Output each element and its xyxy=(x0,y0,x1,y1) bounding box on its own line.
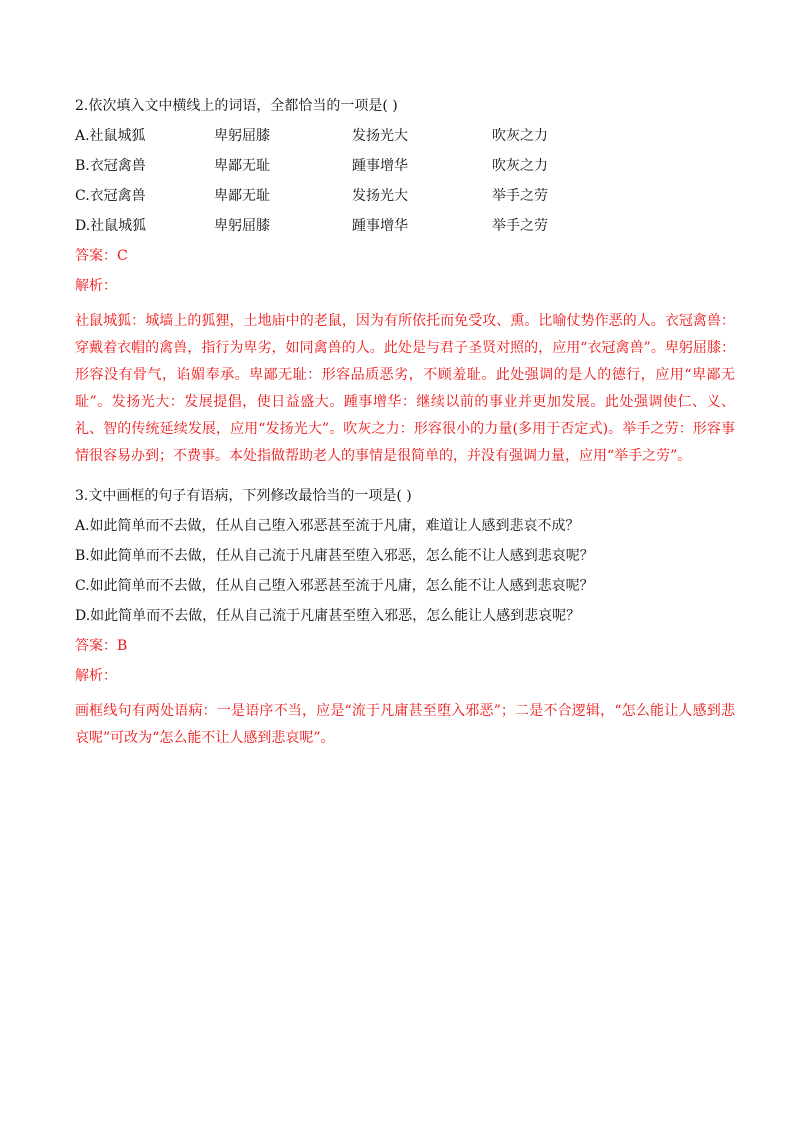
option-b-word-4: 吹灰之力 xyxy=(492,158,548,174)
question-2-stem: 2.依次填入文中横线上的词语，全都恰当的一项是( ) xyxy=(75,98,398,114)
option-a-word-4: 吹灰之力 xyxy=(492,128,548,144)
option-d-word-1: D.社鼠城狐 xyxy=(75,218,147,234)
question-3-analysis: 画框线句有两处语病：一是语序不当，应是“流于凡庸甚至堕入邪恶”；二是不合逻辑，“怎么能让人感到悲哀呢”可改为“怎么能不让人感到悲哀呢”。 xyxy=(75,703,735,746)
option-d-word-3: 踵事增华 xyxy=(352,218,408,234)
option-d-word-2: 卑躬屈膝 xyxy=(214,218,270,234)
option-a-word-2: 卑躬屈膝 xyxy=(214,128,270,144)
question-3-answer: 答案：B xyxy=(75,638,128,654)
question-3-option-b: B.如此简单而不去做，任从自己流于凡庸甚至堕入邪恶，怎么能不让人感到悲哀呢？ xyxy=(75,548,594,564)
option-a-word-1: A.社鼠城狐 xyxy=(75,128,146,144)
option-b-word-1: B.衣冠禽兽 xyxy=(75,158,146,174)
option-a-word-3: 发扬光大 xyxy=(352,128,408,144)
question-3-option-d: D.如此简单而不去做，任从自己流于凡庸甚至堕入邪恶，怎么能让人感到悲哀呢？ xyxy=(75,608,581,624)
option-b-word-3: 踵事增华 xyxy=(352,158,408,174)
question-3-analysis-label: 解析： xyxy=(75,668,117,684)
option-b-word-2: 卑鄙无耻 xyxy=(214,158,270,174)
question-3-option-a: A.如此简单而不去做，任从自己堕入邪恶甚至流于凡庸，难道让人感到悲哀不成？ xyxy=(75,518,580,534)
question-3-stem: 3.文中画框的句子有语病，下列修改最恰当的一项是( ) xyxy=(75,488,412,504)
option-c-word-1: C.衣冠禽兽 xyxy=(75,188,146,204)
option-d-word-4: 举手之劳 xyxy=(492,218,548,234)
question-2-answer: 答案：C xyxy=(75,248,128,264)
question-3-option-c: C.如此简单而不去做，任从自己堕入邪恶甚至流于凡庸，怎么能不让人感到悲哀呢？ xyxy=(75,578,594,594)
option-c-word-2: 卑鄙无耻 xyxy=(214,188,270,204)
option-c-word-4: 举手之劳 xyxy=(492,188,548,204)
question-2-option-a xyxy=(75,126,735,146)
question-2-analysis-label: 解析： xyxy=(75,278,117,294)
question-2-option-b xyxy=(75,156,735,176)
question-2-option-d xyxy=(75,216,735,236)
question-2-analysis: 社鼠城狐：城墙上的狐狸，土地庙中的老鼠，因为有所依托而免受攻、熏。比喻仗势作恶的人。衣冠禽兽：穿戴着衣帽的禽兽，指行为卑劣，如同禽兽的人。此处是与君子圣贤对照的，应用“衣冠禽兽”。卑躬屈膝：形容没有骨气，谄媚奉承。卑鄙无耻：形容品质恶劣，不顾羞耻。此处强调的是人的德行，应用“卑鄙无耻”。发扬光大：发展提倡，使日益盛大。踵事增华：继续以前的事业并更加发展。此处强调使仁、义、礼、智的传统延续发展，应用“发扬光大”。吹灰之力：形容很小的力量(多用于否定式)。举手之劳：形容事情很容易办到；不费事。本处指做帮助老人的事情是很简单的，并没有强调力量，应用“举手之劳”。 xyxy=(75,313,735,464)
option-c-word-3: 发扬光大 xyxy=(352,188,408,204)
question-2-option-c xyxy=(75,186,735,206)
document-page xyxy=(75,96,735,752)
